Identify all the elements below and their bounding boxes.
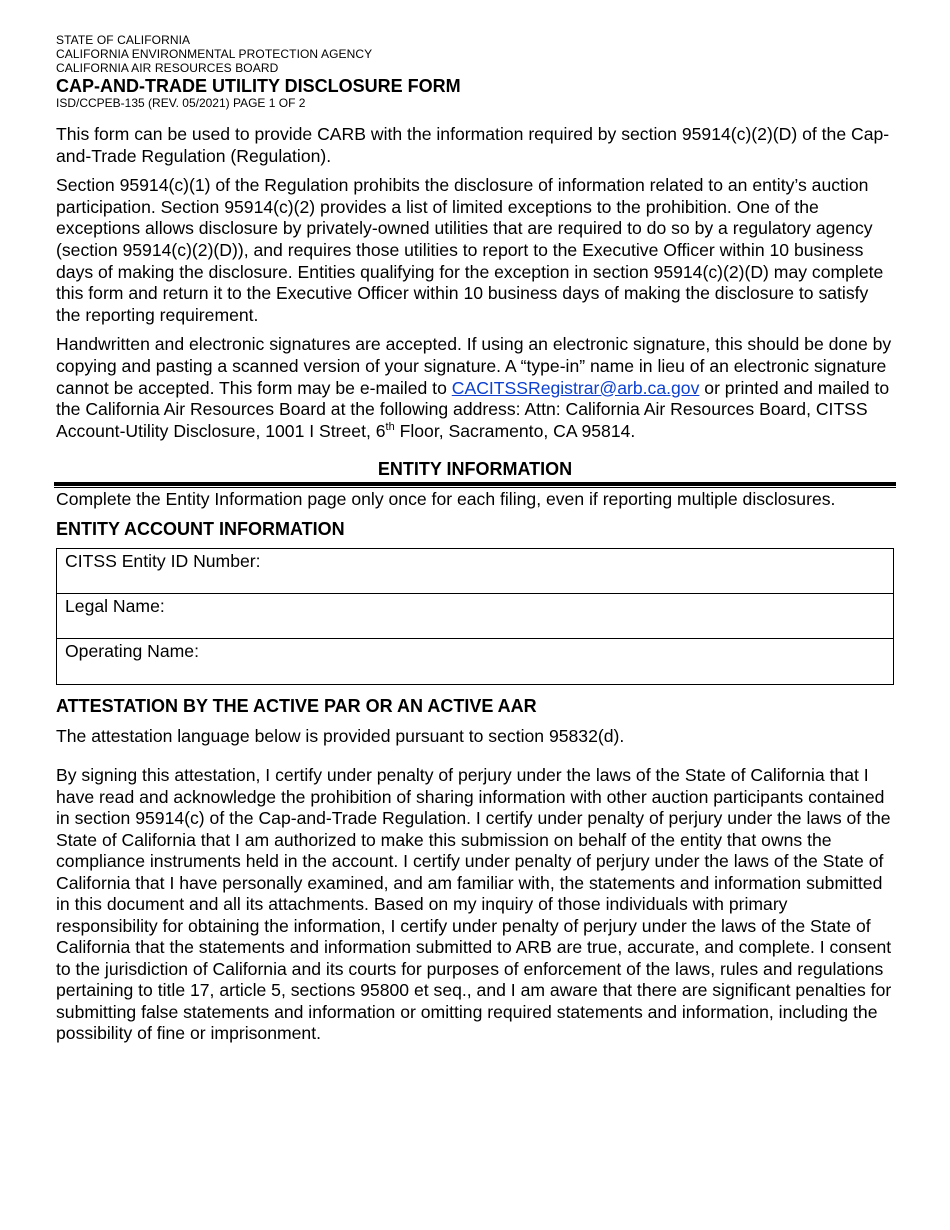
section-divider [54, 482, 896, 488]
intro-paragraph-2: Section 95914(c)(1) of the Regulation prohibits the disclosure of information related to an entity’s auction participation. Section 95914(c)(2) provides a list of limited exceptions to the prohibition. One of the exceptions allows disclosure by privately-owned utilities that are required to do so by a regulatory agency (section 95914(c)(2)(D)), and requires those utilities to report to the Executive Officer within 10 business days of making the disclosure. Entities qualifying for the exception in section 95914(c)(2)(D) may complete this form and return it to the Executive Officer within 10 business days of making the disclosure to satisfy the reporting requirement. [56, 175, 884, 325]
form-title: CAP-AND-TRADE UTILITY DISCLOSURE FORM [56, 76, 461, 96]
entity-account-information-heading: ENTITY ACCOUNT INFORMATION [56, 519, 345, 540]
operating-name-label: Operating Name: [65, 641, 199, 662]
entity-information-note: Complete the Entity Information page only once for each filing, even if reporting multiple disclosures. [56, 489, 836, 510]
intro-paragraph-3-end: Floor, Sacramento, CA 95814. [394, 420, 636, 441]
intro-paragraph-1: This form can be used to provide CARB with the information required by section 95914(c)(2)(D) of the Cap-and-Trade Regulation (Regulation). [56, 124, 890, 166]
intro-paragraph-3 [56, 334, 894, 442]
form-header [56, 33, 894, 110]
legal-name-field[interactable] [57, 594, 893, 639]
form-page [56, 33, 894, 1045]
agency-calepa: CALIFORNIA ENVIRONMENTAL PROTECTION AGENCY [56, 47, 373, 61]
citss-entity-id-label: CITSS Entity ID Number: [65, 551, 261, 572]
ordinal-suffix: th [385, 420, 395, 433]
operating-name-field[interactable] [57, 639, 893, 684]
attestation-intro: The attestation language below is provided pursuant to section 95832(d). [56, 726, 625, 747]
agency-carb: CALIFORNIA AIR RESOURCES BOARD [56, 61, 279, 75]
citss-entity-id-field[interactable] [57, 549, 893, 594]
agency-state: STATE OF CALIFORNIA [56, 33, 191, 47]
attestation-body: By signing this attestation, I certify under penalty of perjury under the laws of the State of California that I have read and acknowledge the prohibition of sharing information with other auction participants contained in section 95914(c) of the Cap-and-Trade Regulation. I certify under penalty of perjury under the laws of the State of California that I am authorized to make this submission on behalf of the entity that owns the compliance instruments held in the account. I certify under penalty of perjury under the laws of the State of California that I have personally examined, and am familiar with, the statements and information submitted in this document and all its attachments. Based on my inquiry of those individuals with primary responsibility for obtaining the information, I certify under penalty of perjury under the laws of the State of California that the statements and information submitted to ARB are true, accurate, and complete. I consent to the jurisdiction of California and its courts for purposes of enforcement of the laws, rules and regulations pertaining to title 17, article 5, sections 95800 et seq., and I am aware that there are significant penalties for submitting false statements and information or omitting required statements and information, including the possibility of fine or imprisonment. [56, 765, 892, 1044]
intro-paragraph-3-start: Handwritten and electronic signatures are accepted. If using an electronic signature, this should be done by copying and pasting a scanned version of your signature. A “type-in” name in lieu of an electronic signature cannot be accepted. This form may be e-mailed to [56, 334, 892, 398]
entity-information-heading: ENTITY INFORMATION [377, 459, 573, 480]
intro-paragraph-3-address: or printed and mailed to the California Air Resources Board at the following address: Attn: California Air Resources Board, CITSS Account-Utility Disclosure, 1001 I Street, 6 [56, 377, 890, 441]
form-number: ISD/CCPEB-135 (REV. 05/2021) PAGE 1 OF 2 [56, 96, 306, 110]
legal-name-label: Legal Name: [65, 596, 165, 617]
entity-account-table [56, 548, 894, 685]
registrar-email-link[interactable]: CACITSSRegistrar@arb.ca.gov [451, 377, 700, 398]
attestation-heading: ATTESTATION BY THE ACTIVE PAR OR AN ACTIVE AAR [56, 696, 537, 717]
